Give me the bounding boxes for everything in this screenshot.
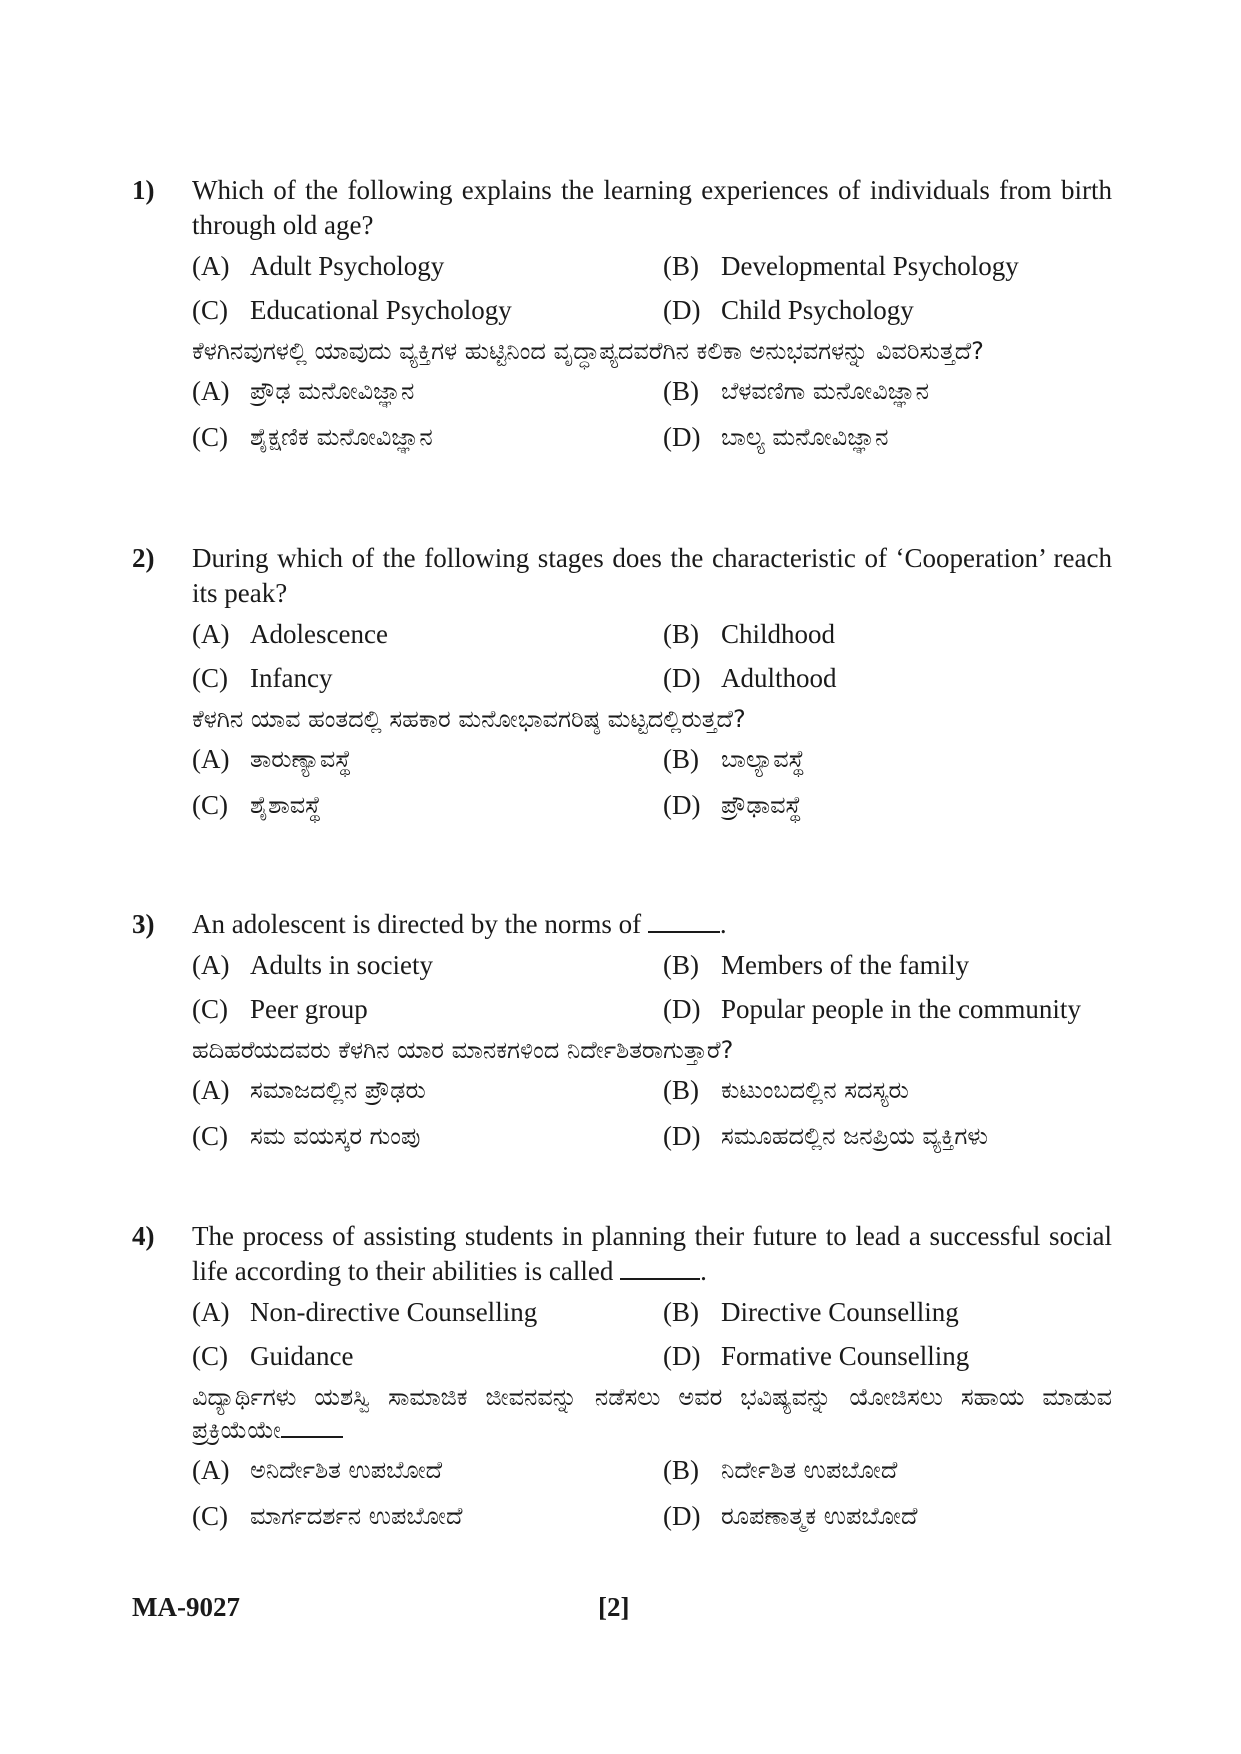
question-text xyxy=(192,907,1112,942)
kannada-option-b xyxy=(663,1067,1123,1113)
english-options xyxy=(192,613,1112,701)
question-text-suffix: . xyxy=(700,1256,707,1286)
option-text: Popular people in the community xyxy=(721,994,1081,1024)
kannada-option-a xyxy=(192,1067,663,1113)
kannada-question-text: ಹದಿಹರೆಯದವರು ಕೆಳಗಿನ ಯಾರ ಮಾನಕಗಳಿಂದ ನಿರ್ದೇಶಿತರಾಗುತ್ತಾರೆ? xyxy=(192,1036,734,1064)
kannada-option-c xyxy=(192,1493,663,1539)
option-d xyxy=(663,1335,1123,1379)
kannada-options xyxy=(192,1447,1112,1539)
question-text-suffix: . xyxy=(719,909,727,939)
option-letter: (A) xyxy=(192,950,230,980)
option-text: ಶೈಕ್ಷಣಿಕ ಮನೋವಿಜ್ಞಾನ xyxy=(250,423,433,451)
option-text: ಅನಿರ್ದೇಶಿತ ಉಪಬೋದೆ xyxy=(250,1456,443,1484)
option-b xyxy=(663,1291,1123,1335)
option-letter: (D) xyxy=(663,1341,701,1371)
english-options xyxy=(192,944,1112,1032)
option-text: ಬಾಲ್ಯ ಮನೋವಿಜ್ಞಾನ xyxy=(721,423,889,451)
option-letter: (A) xyxy=(192,1455,230,1485)
option-text: Directive Counselling xyxy=(721,1297,959,1327)
option-letter: (B) xyxy=(663,376,699,406)
option-text: Adults in society xyxy=(250,950,433,980)
kannada-question-text: ಕೆಳಗಿನ ಯಾವ ಹಂತದಲ್ಲಿ ಸಹಕಾರ ಮನೋಭಾವಗರಿಷ್ಠ ಮಟ್ಟದಲ್ಲಿರುತ್ತದೆ? xyxy=(192,705,746,733)
option-letter: (B) xyxy=(663,1075,699,1105)
option-text: Educational Psychology xyxy=(250,295,512,325)
option-text: Members of the family xyxy=(721,950,970,980)
kannada-option-c xyxy=(192,782,663,828)
kannada-options xyxy=(192,1067,1112,1159)
option-text: Developmental Psychology xyxy=(721,251,1019,281)
question-text: Which of the following explains the learning experiences of individuals from birth through old age? xyxy=(192,175,1112,240)
option-letter: (C) xyxy=(192,295,228,325)
kannada-question-body: ವಿದ್ಯಾರ್ಥಿಗಳು ಯಶಸ್ವಿ ಸಾಮಾಜಿಕ ಜೀವನವನ್ನು ನಡೆಸಲು ಅವರ ಭವಿಷ್ಯವನ್ನು ಯೋಜಿಸಲು ಸಹಾಯ ಮಾಡುವ ಪ್ರಕ್ರಿಯೆಯೇ xyxy=(192,1383,1112,1444)
option-letter: (B) xyxy=(663,1297,699,1327)
option-letter: (D) xyxy=(663,994,701,1024)
option-b xyxy=(663,944,1123,988)
kannada-option-d xyxy=(663,1113,1123,1159)
option-text: ಸಮಾಜದಲ್ಲಿನ ಪ್ರೌಢರು xyxy=(250,1076,426,1104)
option-letter: (D) xyxy=(663,663,701,693)
question-text-body: The process of assisting students in planning their future to lead a successful social life according to their abilities is called xyxy=(192,1221,1112,1286)
option-b xyxy=(663,245,1123,289)
question-text-body: An adolescent is directed by the norms of xyxy=(192,909,642,939)
kannada-option-b xyxy=(663,368,1123,414)
option-letter: (A) xyxy=(192,1297,230,1327)
option-text: Peer group xyxy=(250,994,368,1024)
kannada-option-c xyxy=(192,414,663,460)
option-b xyxy=(663,613,1123,657)
paper-code: MA-9027 xyxy=(132,1592,240,1622)
kannada-option-a xyxy=(192,736,663,782)
option-letter: (B) xyxy=(663,744,699,774)
option-letter: (C) xyxy=(192,663,228,693)
answer-blank xyxy=(620,1256,700,1280)
question-2 xyxy=(132,541,1112,828)
option-letter: (C) xyxy=(192,1501,228,1531)
option-text: Child Psychology xyxy=(721,295,914,325)
option-text: ಸಮ ವಯಸ್ಕರ ಗುಂಪು xyxy=(250,1122,421,1150)
option-d xyxy=(663,988,1123,1032)
answer-blank xyxy=(281,1414,343,1438)
question-number: 3) xyxy=(132,909,155,939)
option-text: Adulthood xyxy=(721,663,837,693)
option-text: Adult Psychology xyxy=(250,251,445,281)
option-c xyxy=(192,289,663,333)
option-text: Non-directive Counselling xyxy=(250,1297,538,1327)
option-text: ರೂಪಣಾತ್ಮಕ ಉಪಬೋದೆ xyxy=(721,1502,918,1530)
option-a xyxy=(192,245,663,289)
question-text: During which of the following stages does the characteristic of ‘Cooperation’ reach its peak? xyxy=(192,543,1112,608)
option-letter: (B) xyxy=(663,950,699,980)
option-letter: (B) xyxy=(663,251,699,281)
kannada-option-d xyxy=(663,414,1123,460)
option-a xyxy=(192,944,663,988)
option-a xyxy=(192,1291,663,1335)
option-letter: (C) xyxy=(192,422,228,452)
kannada-option-b xyxy=(663,736,1123,782)
option-letter: (D) xyxy=(663,1121,701,1151)
option-c xyxy=(192,1335,663,1379)
option-letter: (A) xyxy=(192,1075,230,1105)
kannada-option-d xyxy=(663,782,1123,828)
option-letter: (C) xyxy=(192,994,228,1024)
answer-blank xyxy=(648,909,720,933)
question-text xyxy=(192,1219,1112,1289)
question-number: 4) xyxy=(132,1221,155,1251)
option-letter: (C) xyxy=(192,790,228,820)
option-text: ಕುಟುಂಬದಲ್ಲಿನ ಸದಸ್ಯರು xyxy=(721,1076,909,1104)
option-text: Childhood xyxy=(721,619,836,649)
kannada-question-text: ಕೆಳಗಿನವುಗಳಲ್ಲಿ ಯಾವುದು ವ್ಯಕ್ತಿಗಳ ಹುಟ್ಟಿನಿಂದ ವೃದ್ಧಾಪ್ಯದವರೆಗಿನ ಕಲಿಕಾ ಅನುಭವಗಳನ್ನು ವಿವರಿಸುತ್ತದೆ? xyxy=(192,337,984,365)
option-text: ತಾರುಣ್ಯಾವಸ್ಥೆ xyxy=(250,745,352,773)
option-letter: (B) xyxy=(663,1455,699,1485)
option-text: ಪ್ರೌಢ ಮನೋವಿಜ್ಞಾನ xyxy=(250,377,415,405)
option-letter: (A) xyxy=(192,744,230,774)
kannada-option-c xyxy=(192,1113,663,1159)
option-letter: (A) xyxy=(192,376,230,406)
option-text: Adolescence xyxy=(250,619,388,649)
option-text: Guidance xyxy=(250,1341,354,1371)
option-text: ಬೆಳವಣಿಗಾ ಮನೋವಿಜ್ಞಾನ xyxy=(721,377,929,405)
option-c xyxy=(192,657,663,701)
option-letter: (A) xyxy=(192,619,230,649)
option-letter: (D) xyxy=(663,295,701,325)
english-options xyxy=(192,1291,1112,1379)
option-a xyxy=(192,613,663,657)
option-letter: (B) xyxy=(663,619,699,649)
option-letter: (D) xyxy=(663,790,701,820)
option-c xyxy=(192,988,663,1032)
question-4 xyxy=(132,1219,1112,1539)
option-letter: (D) xyxy=(663,1501,701,1531)
page-number: [2] xyxy=(598,1592,630,1622)
english-options xyxy=(192,245,1112,333)
option-text: Formative Counselling xyxy=(721,1341,970,1371)
option-d xyxy=(663,657,1123,701)
question-1 xyxy=(132,173,1112,460)
question-number: 1) xyxy=(132,175,155,205)
kannada-options xyxy=(192,736,1112,828)
option-text: ಸಮೂಹದಲ್ಲಿನ ಜನಪ್ರಿಯ ವ್ಯಕ್ತಿಗಳು xyxy=(721,1122,989,1150)
kannada-option-a xyxy=(192,368,663,414)
question-number: 2) xyxy=(132,543,155,573)
kannada-question-text xyxy=(192,1381,1112,1447)
option-text: ಶೈಶಾವಸ್ಥೆ xyxy=(250,791,322,819)
kannada-options xyxy=(192,368,1112,460)
option-letter: (D) xyxy=(663,422,701,452)
kannada-option-b xyxy=(663,1447,1123,1493)
option-text: ಬಾಲ್ಯಾವಸ್ಥೆ xyxy=(721,745,805,773)
option-text: ನಿರ್ದೇಶಿತ ಉಪಬೋದೆ xyxy=(721,1456,898,1484)
question-3 xyxy=(132,907,1112,1159)
option-text: ಮಾರ್ಗದರ್ಶನ ಉಪಬೋದೆ xyxy=(250,1502,463,1530)
kannada-option-d xyxy=(663,1493,1123,1539)
option-letter: (C) xyxy=(192,1121,228,1151)
option-text: ಪ್ರೌಢಾವಸ್ಥೆ xyxy=(721,791,802,819)
option-letter: (C) xyxy=(192,1341,228,1371)
option-text: Infancy xyxy=(250,663,333,693)
kannada-option-a xyxy=(192,1447,663,1493)
option-d xyxy=(663,289,1123,333)
option-letter: (A) xyxy=(192,251,230,281)
